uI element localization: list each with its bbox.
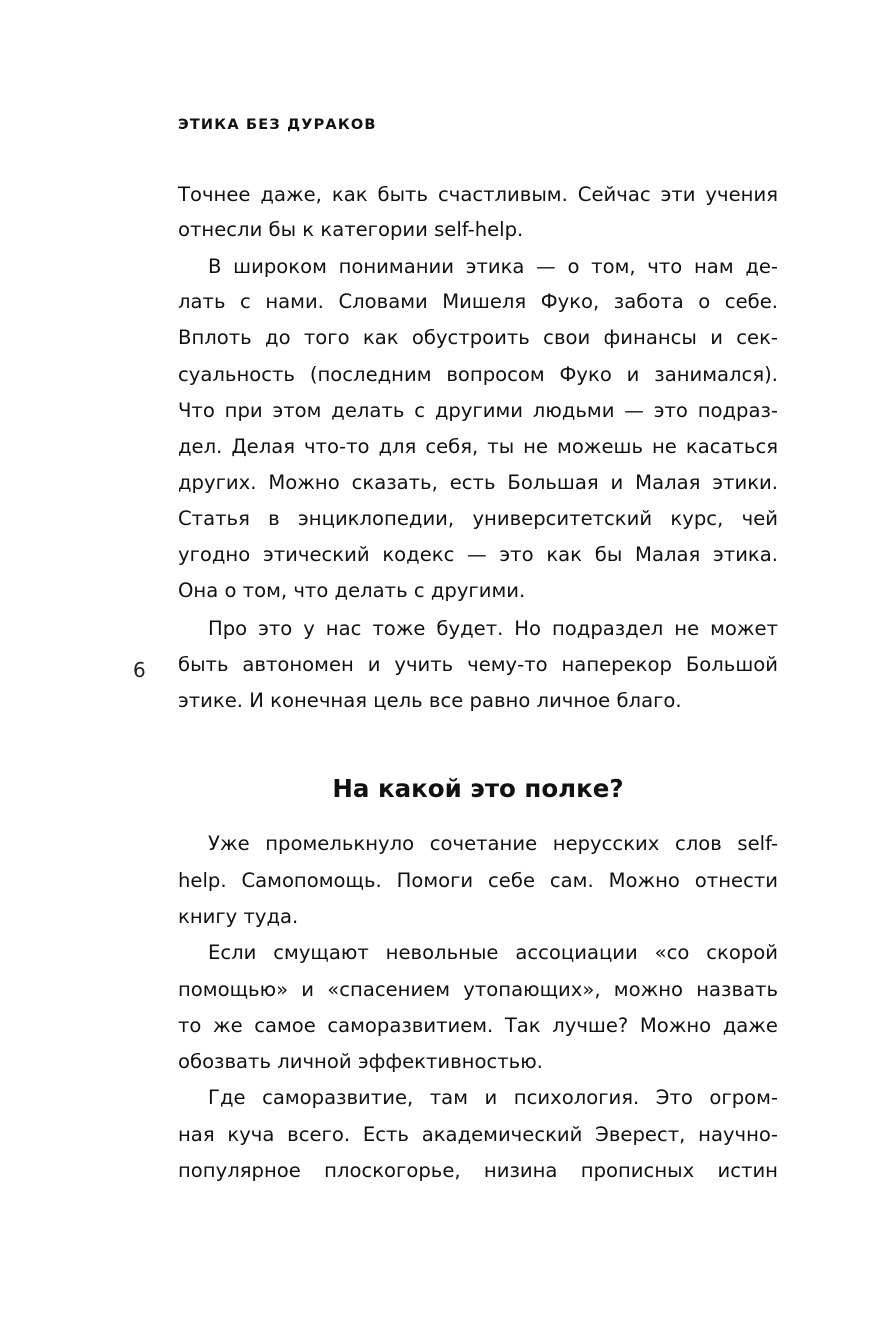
- text-line: Вплоть до того как обустроить свои финансы и сек-: [178, 326, 778, 349]
- text-line: ная куча всего. Есть академический Эверест, научно-: [178, 1123, 778, 1146]
- text-line: книгу туда.: [178, 905, 299, 928]
- text-line: этике. И конечная цель все равно личное благо.: [178, 689, 682, 712]
- text-line: популярное плоскогорье, низина прописных истин: [178, 1159, 778, 1182]
- text-line: Уже промелькнуло сочетание нерусских слов self-: [208, 832, 778, 855]
- text-line: Если смущают невольные ассоциации «со скорой: [208, 941, 778, 964]
- text-line: Точнее даже, как быть счастливым. Сейчас эти учения: [178, 183, 778, 206]
- section-heading: На какой это полке?: [332, 774, 624, 803]
- text-line: Где саморазвитие, там и психология. Это огром-: [208, 1086, 778, 1109]
- text-line: Про это у нас тоже будет. Но подраздел не может: [208, 617, 778, 640]
- text-line: help. Самопомощь. Помоги себе сам. Можно отнести: [178, 869, 778, 892]
- text-line: Что при этом делать с другими людьми — это подраз-: [178, 399, 778, 422]
- text-line: других. Можно сказать, есть Большая и Малая этики.: [178, 471, 778, 494]
- text-line: быть автономен и учить чему-то наперекор Большой: [178, 653, 778, 676]
- text-line: лать с нами. Словами Мишеля Фуко, забота о себе.: [178, 290, 778, 313]
- running-head: ЭТИКА БЕЗ ДУРАКОВ: [178, 117, 377, 133]
- text-line: обозвать личной эффективностью.: [178, 1050, 543, 1073]
- text-line: отнесли бы к категории self-help.: [178, 218, 524, 241]
- text-line: суальность (последним вопросом Фуко и занимался).: [178, 363, 778, 386]
- text-line: угодно этический кодекс — это как бы Малая этика.: [178, 543, 778, 566]
- text-line: Она о том, что делать с другими.: [178, 579, 526, 602]
- page-number: 6: [133, 658, 146, 682]
- text-line: дел. Делая что-то для себя, ты не можешь не касаться: [178, 435, 778, 458]
- text-line: то же самое саморазвитием. Так лучше? Можно даже: [178, 1014, 778, 1037]
- text-line: Статья в энциклопедии, университетский курс, чей: [178, 507, 778, 530]
- text-line: В широком понимании этика — о том, что нам де-: [208, 255, 778, 278]
- text-line: помощью» и «спасением утопающих», можно назвать: [178, 978, 778, 1001]
